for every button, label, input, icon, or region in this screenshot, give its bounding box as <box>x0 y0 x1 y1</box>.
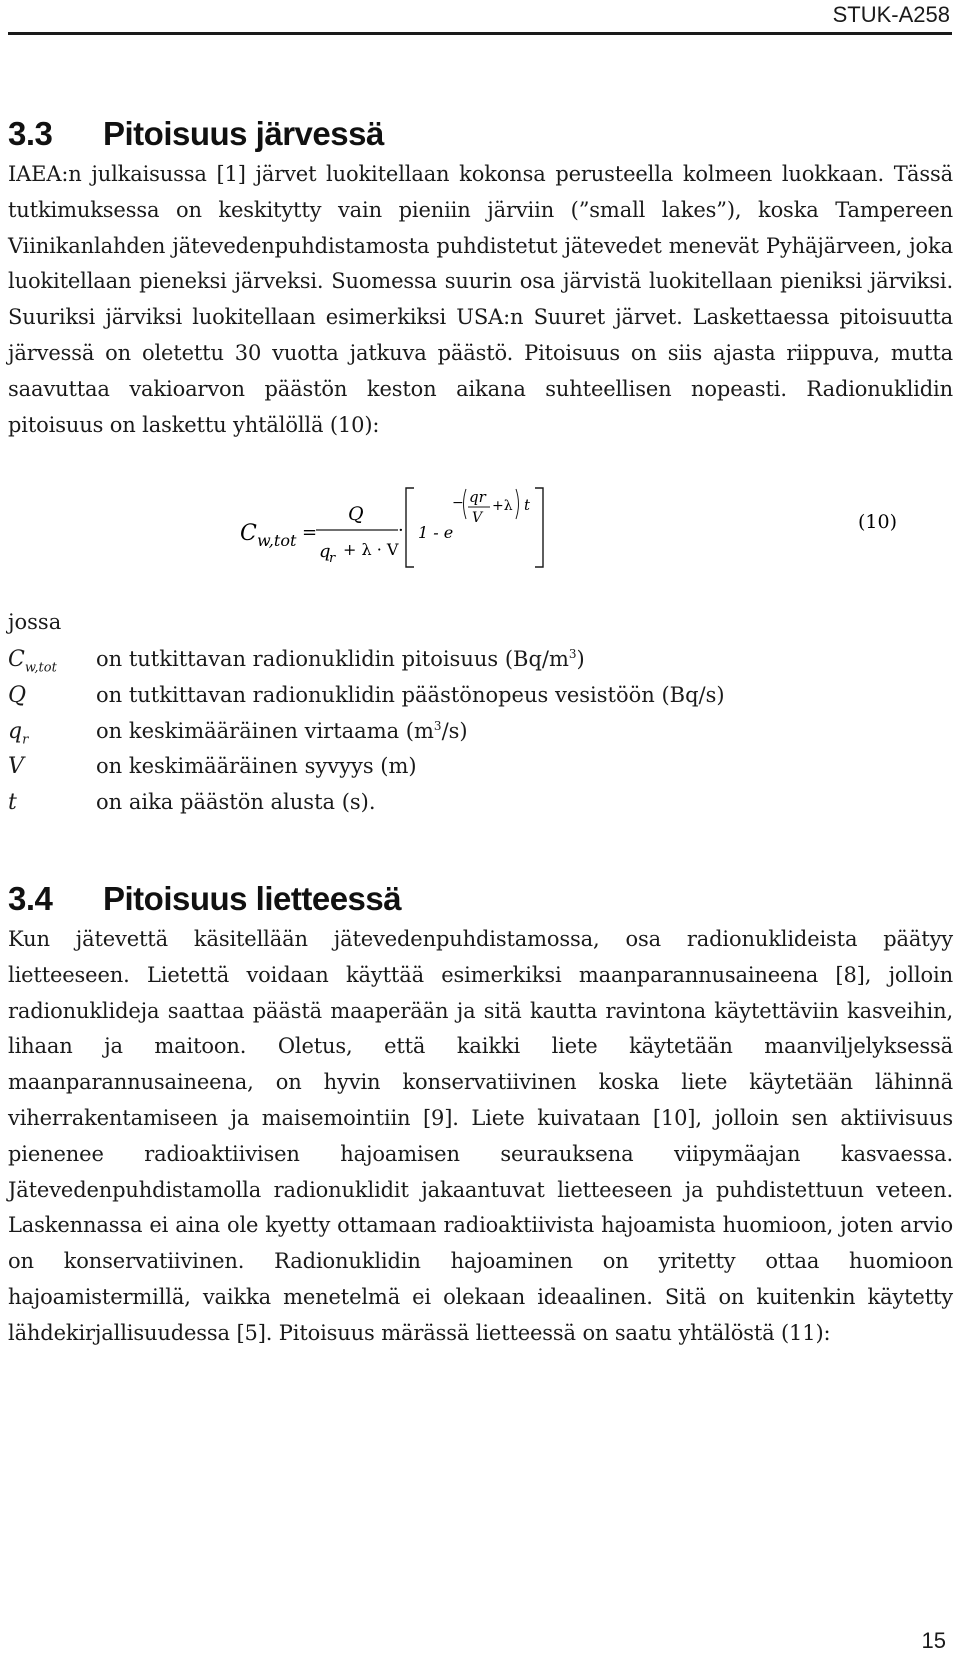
definition-text-tail: /s) <box>441 718 468 743</box>
eq-number: (10) <box>858 511 898 533</box>
section-3-3-paragraph: IAEA:n julkaisussa [1] järvet luokitellaan kokonsa perusteella kolmeen luokkaan. Tässä tutkimuksessa on keskitytty vain pieniin järviin (”small lakes”), koska Tampereen Viinikanlahden jätevedenpuhdistamosta puhdistetut jätevedet menevät Pyhäjärveen, joka luokitellaan pieneksi järveksi. Suomessa suurin osa järvistä luokitellaan pieniksi järviksi. Suuriksi järviksi luokitellaan esimerkiksi USA:n Suuret järvet. Laskettaessa pitoisuutta järvessä on oletettu 30 vuotta jatkuva päästö. Pitoisuus on siis ajasta riippuva, mutta saavuttaa vakioarvon päästön keston aikana suhteellisen nopeasti. Radionuklidin pitoisuus on laskettu yhtälöllä (10): <box>8 162 953 437</box>
definition-text-superscript: 3 <box>433 718 442 733</box>
definition-text <box>96 647 585 671</box>
section-title: Pitoisuus järvessä <box>103 115 384 152</box>
definition-symbol-subscript: w,tot <box>24 660 57 676</box>
definition-text <box>96 683 725 707</box>
definition-text-main: on aika päästön alusta (s). <box>96 790 376 815</box>
equation-10 <box>0 480 960 605</box>
page-number: 15 <box>921 1628 946 1653</box>
definition-symbol-main: C <box>8 647 25 672</box>
equation-10-svg <box>0 480 960 605</box>
definition-symbol <box>8 683 26 708</box>
definition-symbol <box>8 754 24 779</box>
definition-text <box>96 754 417 778</box>
section-heading-3-4 <box>8 880 401 918</box>
definitions-intro: jossa <box>8 610 62 634</box>
definition-symbol <box>8 647 57 675</box>
definition-text-main: on tutkittavan radionuklidin päästönopeus vesistöön (Bq/s) <box>96 682 725 707</box>
eq-dot: · <box>398 520 404 541</box>
section-title: Pitoisuus lietteessä <box>103 880 402 917</box>
eq-equals: = <box>302 522 318 543</box>
eq-exp-left-paren <box>464 489 467 519</box>
definition-symbol <box>8 790 17 815</box>
eq-one-minus-e: 1 - e <box>418 523 454 542</box>
eq-denom-sub: r <box>329 551 336 566</box>
definition-text-main: on keskimääräinen syvyys (m) <box>96 754 417 779</box>
eq-right-bracket <box>535 488 543 567</box>
eq-numerator: Q <box>348 503 364 525</box>
definition-text-tail: ) <box>576 647 585 671</box>
definition-symbol-main: t <box>8 790 17 816</box>
eq-left-bracket <box>406 488 414 567</box>
eq-exp-right-paren <box>516 489 519 519</box>
eq-lhs-sub: w,tot <box>257 531 297 550</box>
document-code: STUK-A258 <box>832 2 950 27</box>
definition-text-superscript: 3 <box>568 647 577 661</box>
definition-text-main: on tutkittavan radionuklidin pitoisuus (Bq/m <box>96 647 569 671</box>
eq-denom-rest: + λ · V <box>343 540 399 559</box>
definition-symbol-main: V <box>8 754 24 780</box>
section-number: 3.3 <box>8 115 53 152</box>
section-heading-3-3 <box>8 115 384 153</box>
eq-exp-minus: − <box>452 495 464 511</box>
section-number: 3.4 <box>8 880 53 917</box>
section-3-4-paragraph: Kun jätevettä käsitellään jätevedenpuhdistamossa, osa radionuklideista päätyy lietteeseen. Lietettä voidaan käyttää esimerkiksi maanparannusaineena [8], jolloin radionuklideja saattaa päästä maaperään ja sitä kautta ravintona käytettäviin kasveihin, lihaan ja maitoon. Oletus, että kaikki liete käytetään maanviljelyksessä maanparannusaineena, on hyvin konservatiivinen koska liete käytetään lähinnä viherrakentamiseen ja maisemointiin [9]. Liete kuivataan [10], jolloin sen aktiivisuus pienenee radioaktiivisen hajoamisen seurauksena viipymäajan kasvaessa. Jätevedenpuhdistamolla radionuklidit jakaantuvat lietteeseen ja puhdistettuun veteen. Laskennassa ei aina ole kyetty ottamaan radioaktiivista hajoamista huomioon, joten arvio on konservatiivinen. Radionuklidin hajoaminen on yritetty ottaa huomioon hajoamistermillä, vaikka menetelmä ei olekaan ideaalinen. Sitä on kuitenkin käytetty lähdekirjallisuudessa [5]. Pitoisuus märässä lietteessä on saatu yhtälöstä (11): <box>8 927 953 1345</box>
eq-exp-plus-lambda: +λ <box>492 498 513 514</box>
definition-symbol-main: q <box>8 718 23 744</box>
eq-exp-t: t <box>524 496 531 514</box>
header-rule <box>8 32 952 35</box>
definition-text <box>96 790 376 814</box>
definition-text-main: on keskimääräinen virtaama (m <box>96 718 434 743</box>
eq-lhs-c: C <box>240 521 257 546</box>
definition-text <box>96 719 468 743</box>
definition-symbol-main: Q <box>8 682 27 708</box>
definition-symbol-subscript: r <box>22 731 29 747</box>
definition-symbol <box>8 719 28 747</box>
eq-exp-v: V <box>472 510 483 526</box>
eq-exp-qr: qr <box>469 488 486 506</box>
eq-denom-q: q <box>319 541 331 562</box>
